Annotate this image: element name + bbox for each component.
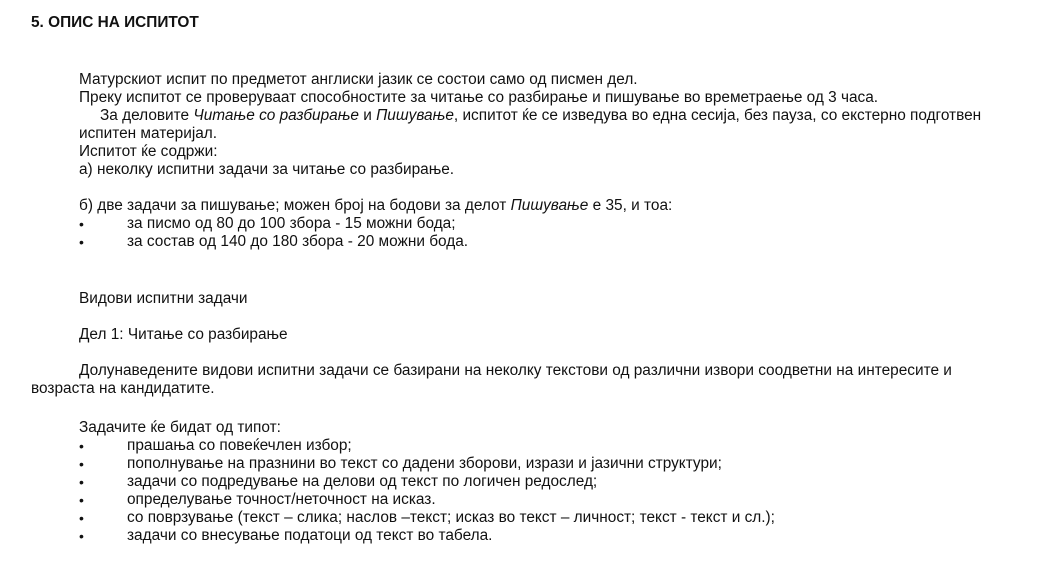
exam-contents-intro: Испитот ќе содржи: — [79, 143, 218, 160]
list-item: прашања со повеќечлен избор; — [127, 437, 352, 454]
paragraph-sections-continuation: испитен материјал. — [79, 125, 218, 142]
paragraph-sections — [100, 107, 981, 125]
item-b-writing-name: Пишување — [510, 197, 589, 214]
bullet: • — [79, 438, 84, 454]
list-item: за состав од 140 до 180 збора - 20 можни бода. — [127, 233, 469, 250]
paragraph-sections-part-e: , испитот ќе се изведува во една сесија, без пауза, со екстерно подготвен — [453, 107, 982, 124]
bullet: • — [79, 492, 84, 508]
paragraph-sections-part-a: За деловите — [100, 107, 194, 124]
list-item: за писмо од 80 до 100 збора - 15 можни бода; — [127, 215, 456, 232]
item-b-part-a: б) две задачи за пишување; можен број на бодови за делот — [79, 197, 511, 214]
item-b-writing — [79, 197, 672, 215]
list-item: задачи со подредување на делови од текст по логичен редослед; — [127, 473, 598, 490]
tasks-intro: Задачите ќе бидат од типот: — [79, 419, 281, 436]
bullet: • — [79, 216, 84, 232]
bullet: • — [79, 456, 84, 472]
bullet: • — [79, 510, 84, 526]
paragraph-exam-skills: Преку испитот се проверуваат способностите за читање со разбирање и пишување во времетраење од 3 часа. — [79, 89, 879, 106]
list-item: пополнување на празнини во текст со дадени зборови, изрази и јазични структури; — [127, 455, 722, 472]
item-b-part-c: е 35, и тоа: — [588, 197, 673, 214]
paragraph-sections-part-c: и — [359, 107, 377, 124]
bullet: • — [79, 474, 84, 490]
task-types-heading: Видови испитни задачи — [79, 290, 248, 307]
writing-section-name: Пишување — [376, 107, 454, 124]
intro-paragraph-line2: возраста на кандидатите. — [31, 380, 215, 397]
bullet: • — [79, 528, 84, 544]
part1-heading: Дел 1: Читање со разбирање — [79, 326, 288, 343]
reading-section-name: Читање со разбирање — [193, 107, 359, 124]
bullet: • — [79, 234, 84, 250]
intro-paragraph-line1: Долунаведените видови испитни задачи се базирани на неколку текстови од различни извори соодветни на интересите и — [79, 362, 952, 379]
item-a-reading: а) неколку испитни задачи за читање со разбирање. — [79, 161, 455, 178]
list-item: определување точност/неточност на исказ. — [127, 491, 436, 508]
section-heading: 5. ОПИС НА ИСПИТОТ — [31, 14, 199, 31]
list-item: со поврзување (текст – слика; наслов –текст; исказ во текст – личност; текст - текст и сл.); — [127, 509, 775, 526]
list-item: задачи со внесување податоци од текст во табела. — [127, 527, 493, 544]
paragraph-oral-written: Матурскиот испит по предметот англиски јазик се состои само од писмен дел. — [79, 71, 638, 88]
